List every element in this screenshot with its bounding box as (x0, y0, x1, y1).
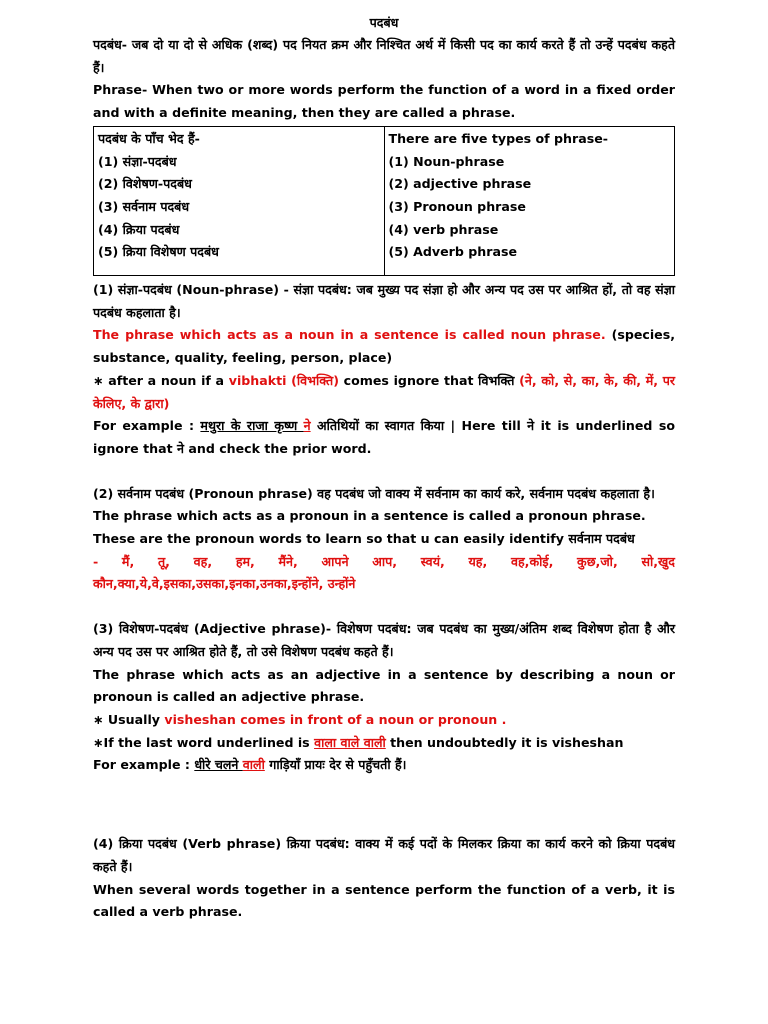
hindi-types-column (94, 126, 385, 275)
adjective-phrase-definition: The phrase which acts as an adjective in a sentence by describing a noun or pronoun is called an adjective phrase. (93, 666, 675, 705)
noun-definition-red: The phrase which acts as a noun in a sentence is called noun phrase. (93, 327, 606, 343)
note-text: ∗ Usually (93, 711, 165, 727)
noun-phrase-tip (93, 370, 675, 415)
example-rest: गाड़ियाँ प्रायः देर से पहुँचती हैं। (264, 757, 407, 773)
pronoun-phrase-definition: The phrase which acts as a pronoun in a sentence is called a pronoun phrase. (93, 508, 646, 524)
example-underlined: धीरे चलने (194, 757, 243, 773)
example-underlined-red: वाली (242, 757, 265, 773)
page-title: पदबंध (369, 15, 399, 30)
english-type-item: (3) Pronoun phrase (388, 198, 526, 214)
english-type-item: (2) adjective phrase (388, 176, 532, 192)
vibhakti-term: vibhakti (विभक्ति) (228, 372, 339, 388)
noun-definition-rest: (species, substance, quality, feeling, person, place) (93, 327, 675, 366)
hindi-type-item: (4) क्रिया पदबंध (98, 221, 180, 237)
adjective-usually-note (93, 709, 675, 732)
hindi-type-item: (2) विशेषण-पदबंध (98, 176, 192, 192)
note-red: visheshan comes in front of a noun or pronoun . (164, 711, 507, 727)
vibhakti-list: (ने, को, से, का, के, की, में, पर केलिए, के द्वारा) (93, 372, 676, 411)
english-definition: Phrase- When two or more words perform the function of a word in a fixed order and with a definite meaning, then they are called a phrase. (93, 82, 675, 121)
example-underlined-red: ने (303, 418, 311, 434)
verb-phrase-heading: (4) क्रिया पदबंध (Verb phrase) क्रिया पदबंध: वाक्य में कई पदों के मिलकर क्रिया का कार्य करने को क्रिया पदबंध कहते हैं। (93, 836, 675, 874)
english-types-column (384, 126, 675, 275)
example-underlined: मथुरा के राजा कृष्ण (200, 418, 304, 434)
pronoun-phrase-heading: (2) सर्वनाम पदबंध (Pronoun phrase) वह पदबंध जो वाक्य में सर्वनाम का कार्य करे, सर्वनाम पदबंध कहलाता है। (93, 485, 655, 501)
adjective-example (93, 754, 675, 777)
hindi-type-item: (3) सर्वनाम पदबंध (98, 198, 190, 214)
adjective-last-word-note (93, 732, 675, 755)
example-rest: अतिथियों का स्वागत किया | Here till ने it is underlined so ignore that ने and check the prior word. (93, 418, 676, 456)
pronoun-words-intro: These are the pronoun words to learn so that u can easily identify सर्वनाम पदबंध (93, 531, 635, 547)
hindi-definition: पदबंध- जब दो या दो से अधिक (शब्द) पद नियत क्रम और निश्चित अर्थ में किसी पद का कार्य करते हैं तो उन्हें पदबंध कहते हैं। (93, 37, 675, 75)
tip-text: comes ignore that विभक्ति (338, 372, 520, 388)
tip-text: ∗ after a noun if a (93, 372, 229, 388)
noun-phrase-example (93, 415, 675, 460)
noun-phrase-definition (93, 324, 675, 369)
wala-words: वाला वाले वाली (314, 734, 386, 750)
english-types-heading: There are five types of phrase- (388, 130, 608, 146)
note-text: then undoubtedly it is visheshan (385, 734, 624, 750)
english-type-item: (1) Noun-phrase (388, 153, 505, 169)
example-label: For example : (93, 418, 201, 434)
noun-phrase-heading: (1) संज्ञा-पदबंध (Noun-phrase) - संज्ञा पदबंध: जब मुख्य पद संज्ञा हो और अन्य पद उस पर आश्रित हों, तो वह संज्ञा पदबंध कहलाता है। (93, 282, 675, 320)
hindi-type-item: (5) क्रिया विशेषण पदबंध (98, 244, 219, 260)
hindi-types-heading: पदबंध के पाँच भेद हैं- (98, 130, 200, 146)
verb-phrase-definition: When several words together in a sentence perform the function of a verb, it is called a verb phrase. (93, 881, 675, 920)
english-type-item: (4) verb phrase (388, 221, 499, 237)
note-text: ∗If the last word underlined is (93, 734, 315, 750)
adjective-phrase-heading: (3) विशेषण-पदबंध (Adjective phrase)- विशेषण पदबंध: जब पदबंध का मुख्य/अंतिम शब्द विशेषण होता है और अन्य पद उस पर आश्रित होते हैं, तो उसे विशेषण पदबंध कहते हैं। (93, 621, 675, 659)
example-label: For example : (93, 757, 195, 773)
english-type-item: (5) Adverb phrase (388, 244, 518, 260)
pronoun-words-list: - मैं, तू, वह, हम, मैंने, आपने आप, स्वयं, यह, वह,कोई, कुछ,जो, सो,खुद कौन,क्या,ये,वे,इसका,उसका,इनका,उनका,इन्होंने, उन्होंने (93, 553, 675, 592)
phrase-types-table (93, 126, 675, 276)
hindi-type-item: (1) संज्ञा-पदबंध (98, 153, 177, 169)
document-page (93, 12, 675, 924)
